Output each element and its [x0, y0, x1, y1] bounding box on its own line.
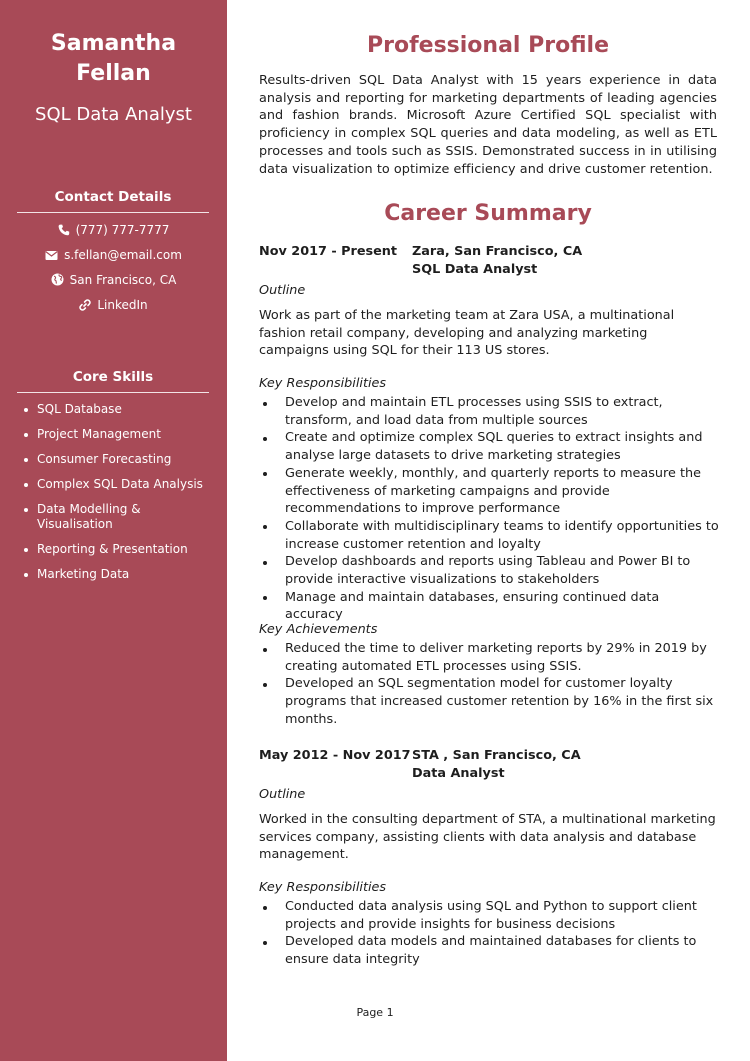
list-item: Collaborate with multidisciplinary teams to identify opportunities to increase customer retention and loyalty [259, 518, 721, 553]
list-item: Developed data models and maintained databases for clients to ensure data integrity [259, 933, 721, 968]
job-company: Zara, San Francisco, CA [412, 244, 583, 259]
list-item: Create and optimize complex SQL queries to extract insights and analyse large datasets to drive marketing strategies [259, 429, 721, 464]
responsibilities-label: Key Responsibilities [259, 376, 387, 391]
list-item: Manage and maintain databases, ensuring continued data accuracy [259, 589, 721, 624]
contact-linkedin[interactable] [0, 297, 227, 313]
skill-item: Marketing Data [22, 567, 218, 582]
contact-phone [0, 222, 227, 238]
job-company: STA , San Francisco, CA [412, 748, 581, 763]
responsibilities-list [259, 394, 721, 624]
skill-item: Data Modelling & Visualisation [22, 502, 147, 532]
job-date: Nov 2017 - Present [259, 244, 398, 259]
contact-location [0, 272, 227, 288]
achievements-list [259, 640, 721, 729]
list-item: Developed an SQL segmentation model for customer loyalty programs that increased customer retention by 16% in the first six months. [259, 675, 721, 728]
phone-icon [58, 224, 70, 236]
name-last: Fellan [76, 61, 151, 86]
responsibilities-label: Key Responsibilities [259, 880, 387, 895]
job-role: Data Analyst [412, 766, 505, 781]
job-role: SQL Data Analyst [412, 262, 538, 277]
list-item: Develop and maintain ETL processes using SSIS to extract, transform, and load data from multiple sources [259, 394, 721, 429]
phone-text: (777) 777-7777 [75, 223, 170, 237]
job-date: May 2012 - Nov 2017 [259, 748, 411, 763]
list-item: Generate weekly, monthly, and quarterly reports to measure the effectiveness of marketing campaigns and provide recommendations to improve performance [259, 465, 721, 518]
contact-email[interactable] [0, 247, 227, 263]
location-text: San Francisco, CA [69, 273, 177, 287]
profile-text: Results-driven SQL Data Analyst with 15 years experience in data analysis and reporting for marketing departments of leading agencies and fashion brands. Microsoft Azure Certified SQL specialist with proficiency in complex SQL queries and data modeling, as well as ETL processes and tools such as SSIS. Demonstrated success in in utilising data visualization to optimize efficiency and drive customer retention. [259, 73, 717, 177]
list-item: Reduced the time to deliver marketing reports by 29% in 2019 by creating automated ETL processes using SSIS. [259, 640, 721, 675]
name-first: Samantha [50, 31, 177, 56]
skill-item: Reporting & Presentation [22, 542, 218, 557]
responsibilities-list [259, 898, 721, 969]
sidebar [0, 0, 227, 1061]
list-item: Conducted data analysis using SQL and Python to support client projects and provide insights for business decisions [259, 898, 721, 933]
career-heading: Career Summary [384, 201, 592, 226]
link-icon [79, 299, 91, 311]
skill-item: Complex SQL Data Analysis [22, 477, 218, 492]
job-outline: Worked in the consulting department of STA, a multinational marketing services company, assisting clients with data analysis and database management. [259, 812, 716, 863]
list-item: Develop dashboards and reports using Tableau and Power BI to provide interactive visualizations to stakeholders [259, 553, 721, 588]
outline-label: Outline [259, 283, 306, 298]
email-text: s.fellan@email.com [64, 248, 182, 262]
email-icon [45, 250, 58, 261]
outline-label: Outline [259, 787, 306, 802]
job-title: SQL Data Analyst [35, 104, 192, 125]
linkedin-text: LinkedIn [97, 298, 148, 312]
profile-heading: Professional Profile [367, 33, 609, 58]
contact-heading: Contact Details [17, 188, 209, 213]
skill-item: SQL Database [22, 402, 218, 417]
page-number: Page 1 [356, 1006, 394, 1019]
job-outline: Work as part of the marketing team at Zara USA, a multinational fashion retail company, developing and analyzing marketing campaigns using SQL for their 113 US stores. [259, 308, 675, 359]
skill-item: Project Management [22, 427, 218, 442]
globe-icon [51, 273, 64, 286]
skills-list [22, 402, 218, 592]
candidate-name [0, 29, 227, 89]
achievements-label: Key Achievements [259, 622, 378, 637]
skills-heading: Core Skills [17, 368, 209, 393]
skill-item: Consumer Forecasting [22, 452, 218, 467]
